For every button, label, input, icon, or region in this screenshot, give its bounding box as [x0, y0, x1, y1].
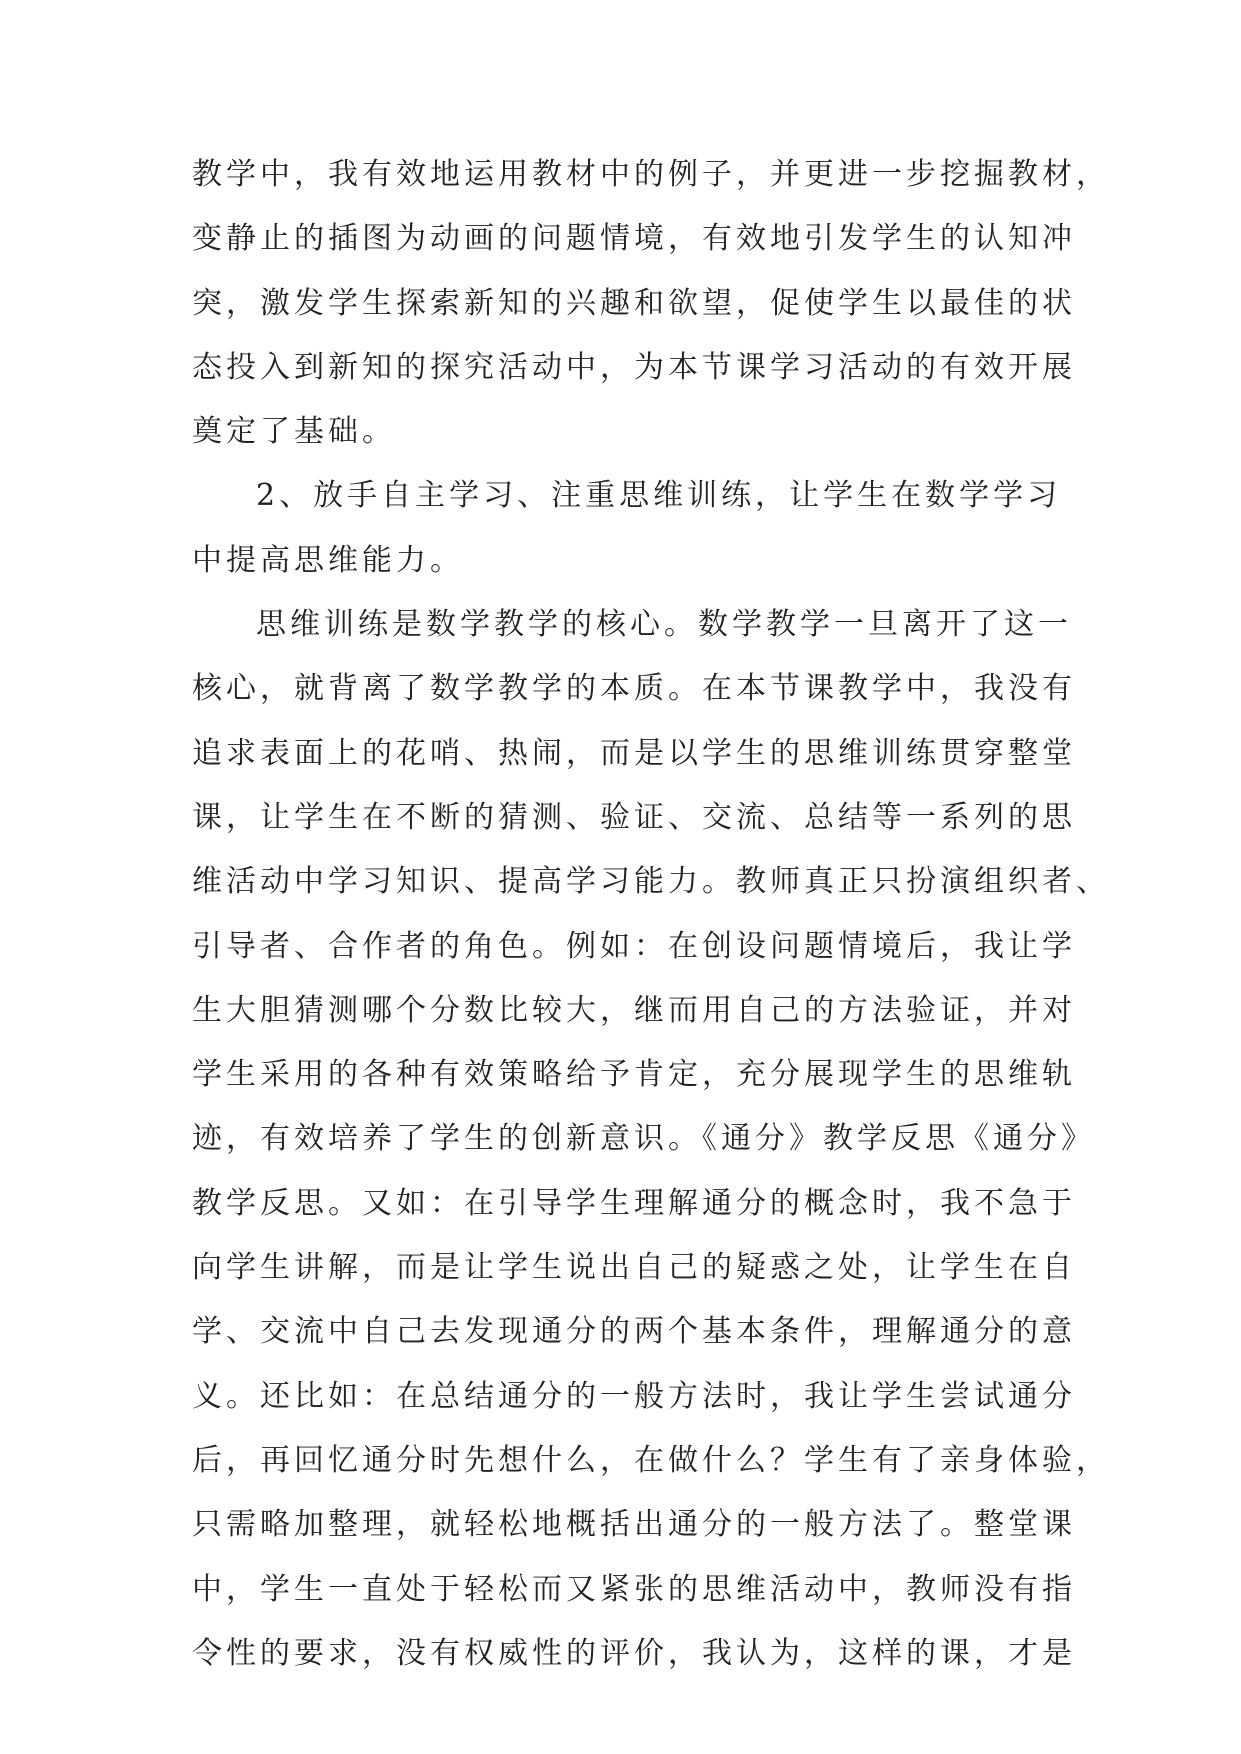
text-line: 突，激发学生探索新知的兴趣和欲望，促使学生以最佳的状	[192, 285, 1076, 321]
body-text	[192, 143, 1110, 1686]
text-line: 态投入到新知的探究活动中，为本节课学习活动的有效开展	[192, 349, 1076, 385]
text-line: 中，学生一直处于轻松而又紧张的思维活动中，教师没有指	[192, 1571, 1076, 1607]
text-line: 只需略加整理，就轻松地概括出通分的一般方法了。整堂课	[192, 1507, 1076, 1543]
text-line: 义。还比如：在总结通分的一般方法时，我让学生尝试通分	[192, 1378, 1076, 1414]
text-line: 后，再回忆通分时先想什么，在做什么？学生有了亲身体验，	[192, 1442, 1110, 1478]
text-line: 迹，有效培养了学生的创新意识。《通分》教学反思《通分》	[192, 1121, 1095, 1157]
section-heading-line: 2、放手自主学习、注重思维训练，让学生在数学学习	[256, 478, 1062, 514]
text-line: 学生采用的各种有效策略给予肯定，充分展现学生的思维轨	[192, 1057, 1076, 1093]
text-line: 生大胆猜测哪个分数比较大，继而用自己的方法验证，并对	[192, 992, 1076, 1028]
section-heading-line: 中提高思维能力。	[192, 542, 464, 578]
text-line: 向学生讲解，而是让学生说出自己的疑惑之处，让学生在自	[192, 1250, 1076, 1286]
text-line: 维活动中学习知识、提高学习能力。教师真正只扮演组织者、	[192, 864, 1110, 900]
text-line: 教学反思。又如：在引导学生理解通分的概念时，我不急于	[192, 1185, 1076, 1221]
text-line: 教学中，我有效地运用教材中的例子，并更进一步挖掘教材，	[192, 157, 1110, 192]
paragraph-start-line: 思维训练是数学教学的核心。数学教学一旦离开了这一	[256, 607, 1072, 643]
text-line: 课，让学生在不断的猜测、验证、交流、总结等一系列的思	[192, 799, 1076, 835]
text-line: 核心，就背离了数学教学的本质。在本节课教学中，我没有	[192, 671, 1076, 707]
text-line: 奠定了基础。	[192, 414, 396, 450]
text-line: 令性的要求，没有权威性的评价，我认为，这样的课，才是	[192, 1635, 1076, 1671]
text-line: 学、交流中自己去发现通分的两个基本条件，理解通分的意	[192, 1314, 1076, 1350]
text-line: 追求表面上的花哨、热闹，而是以学生的思维训练贯穿整堂	[192, 735, 1076, 771]
text-line: 引导者、合作者的角色。例如：在创设问题情境后，我让学	[192, 928, 1076, 964]
text-line: 变静止的插图为动画的问题情境，有效地引发学生的认知冲	[192, 221, 1076, 257]
